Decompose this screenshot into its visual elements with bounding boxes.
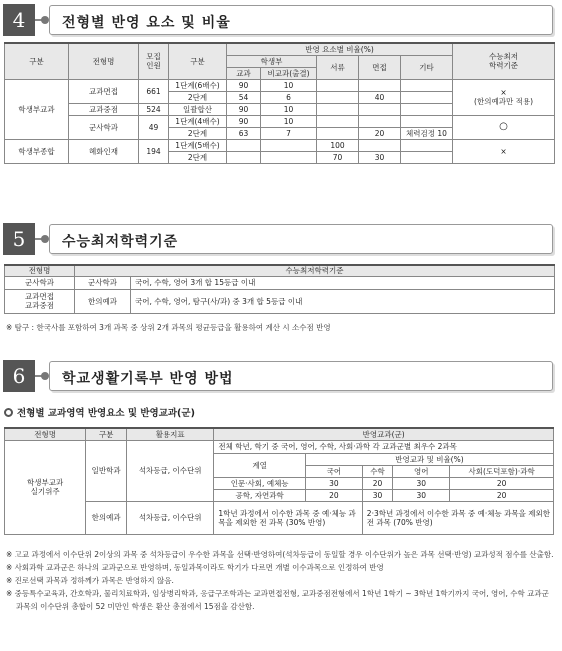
note-item: ※ 고교 과정에서 이수단위 2이상의 과목 중 석차등급이 우수한 과목을 선택·반영하여(석차등급이 동일할 경우 이수단위가 높은 과목 선택·반영) 교과성적 점수를 산출함. (6, 550, 554, 559)
ratio-header: 반영교과 및 비율(%) (305, 453, 553, 465)
header-haksengbu: 학생부 (227, 55, 317, 67)
suneung-table (4, 264, 555, 314)
value-cell: 6 (261, 91, 317, 103)
header-suneung: 수능최저 학력기준 (453, 43, 555, 79)
suneung-cell: ○ (453, 115, 555, 139)
header-seoryu: 서류 (317, 55, 359, 79)
value-cell: 90 (227, 115, 261, 127)
value-cell: 63 (227, 127, 261, 139)
section-number: 6 (3, 360, 35, 392)
value-cell: 20 (305, 489, 362, 501)
connector-dot (41, 16, 49, 24)
suneung-cell (453, 79, 555, 115)
first-year-cell: 1학년 과정에서 이수한 과목 중 예·체능 과목을 제외한 전 과목 (30% 반영) (214, 501, 362, 534)
section-title: 전형별 반영 요소 및 비율 (62, 15, 231, 31)
standard-cell: 국어, 수학, 영어, 탐구(사/과) 중 3개 합 5등급 이내 (131, 289, 555, 313)
name-cell: 교과면접 교과중점 (5, 289, 75, 313)
subject-header: 사회(도덕포함)·과학 (450, 465, 554, 477)
note-item: ※ 중등특수교육과, 간호학과, 물리치료학과, 임상병리학과, 응급구조학과는 교과면접전형, 교과중점전형에서 1학년 1학기 ~ 3학년 1학기까지 국어, 영어, 수학 교과군 과목의 이수단위 총합이 52 미만인 학생은 환산 총점에서 15점을 감산함. (6, 589, 549, 611)
header-mojip: 모집 인원 (139, 43, 169, 79)
header-gubun: 구분 (5, 43, 69, 79)
value-cell: 100 (317, 139, 359, 151)
value-cell: 30 (305, 477, 362, 489)
header-ratio: 반영 요소별 비율(%) (227, 43, 453, 55)
value-cell: 20 (450, 489, 554, 501)
value-cell: 10 (261, 79, 317, 91)
subject-header: 국어 (305, 465, 362, 477)
circle-bullet-icon (4, 408, 13, 417)
suneung-note: (한의예과만 적용) (474, 97, 533, 106)
gyeyeol-cell: 인문·사회, 예체능 (214, 477, 305, 489)
note-item: ※ 사회과학 교과군은 하나의 교과군으로 반영하며, 동일과목이라도 학기가 다르면 개별 이수과목으로 인정하여 반영 (6, 563, 384, 572)
index-cell: 석차등급, 이수단위 (126, 501, 213, 534)
suneung-note: ※ 탐구 : 한국사를 포함하여 3개 과목 중 상위 2개 과목의 평균등급을 활용하여 계산 시 소수점 반영 (6, 323, 331, 332)
count-cell: 194 (139, 139, 169, 163)
section-4-header (3, 4, 553, 36)
header-jeonhyeong: 전형명 (69, 43, 139, 79)
note-item: ※ 진로선택 과목과 정하께가 과목은 반영하지 않음. (6, 576, 174, 585)
value-cell: 20 (450, 477, 554, 489)
name-cell: 교과중점 (69, 103, 139, 115)
stage-cell: 1단계(5배수) (169, 139, 227, 151)
header-gita: 기타 (401, 55, 453, 79)
value-cell: 70 (317, 151, 359, 163)
subsection-title (4, 405, 195, 419)
section-5-header (3, 223, 553, 255)
description-cell: 전체 학년, 학기 중 국어, 영어, 수학, 사회·과학 각 교과군별 최우수 2과목 (214, 440, 554, 453)
value-cell: 20 (359, 127, 401, 139)
header-subjects: 반영교과(군) (214, 428, 554, 440)
header-jeonhyeong: 전형명 (5, 265, 75, 276)
section-number: 4 (3, 4, 35, 36)
value-cell: 30 (393, 489, 450, 501)
gyeyeol-cell: 공학, 자연과학 (214, 489, 305, 501)
name-cell: 군사학과 (69, 115, 139, 139)
value-cell: 30 (359, 151, 401, 163)
header-jeonhyeong: 전형명 (5, 428, 86, 440)
gubun-cell: 일반학과 (86, 440, 127, 501)
name-cell: 혜화인재 (69, 139, 139, 163)
section-title: 수능최저학력기준 (62, 234, 179, 250)
header-gubun: 구분 (86, 428, 127, 440)
header-standard: 수능최저학력기준 (75, 265, 555, 276)
upper-year-cell: 2·3학년 과정에서 이수한 과목 중 예·체능 과목을 제외한 전 과목 (70% 반영) (362, 501, 553, 534)
gubun-cell: 한의예과 (86, 501, 127, 534)
standard-cell: 국어, 수학, 영어 3개 합 15등급 이내 (131, 276, 555, 289)
section-title-box (49, 5, 553, 35)
selection-ratio-table (4, 42, 555, 164)
suneung-mark: × (500, 88, 507, 97)
dept-cell: 한의예과 (75, 289, 131, 313)
stage-cell: 2단계 (169, 151, 227, 163)
value-cell: 10 (261, 115, 317, 127)
subject-header: 수학 (362, 465, 392, 477)
value-cell: 30 (393, 477, 450, 489)
subsection-title-text: 전형별 교과영역 반영요소 및 반영교과(군) (17, 408, 195, 419)
count-cell: 661 (139, 79, 169, 103)
category-cell: 학생부종합 (5, 139, 69, 163)
connector-dot (41, 372, 49, 380)
section-title-box (49, 224, 553, 254)
stage-cell: 일괄합산 (169, 103, 227, 115)
section-6-header (3, 360, 553, 392)
header-index: 활용지표 (126, 428, 213, 440)
value-cell: 40 (359, 91, 401, 103)
header-gubun2: 구분 (169, 43, 227, 79)
count-cell: 49 (139, 115, 169, 139)
dept-cell: 군사학과 (75, 276, 131, 289)
section-title-box (49, 361, 553, 391)
connector-dot (41, 235, 49, 243)
value-cell: 54 (227, 91, 261, 103)
record-method-table (4, 427, 554, 535)
stage-cell: 2단계 (169, 127, 227, 139)
value-cell: 10 (261, 103, 317, 115)
stage-cell: 2단계 (169, 91, 227, 103)
value-cell: 30 (362, 489, 392, 501)
gyeyeol-header: 계열 (214, 453, 305, 477)
name-cell: 학생부교과 실기위주 (5, 440, 86, 534)
suneung-cell: × (453, 139, 555, 163)
value-cell: 90 (227, 103, 261, 115)
count-cell: 524 (139, 103, 169, 115)
stage-cell: 1단계(6배수) (169, 79, 227, 91)
name-cell: 교과면접 (69, 79, 139, 103)
value-cell: 7 (261, 127, 317, 139)
subject-header: 영어 (393, 465, 450, 477)
stage-cell: 1단계(4배수) (169, 115, 227, 127)
value-cell: 20 (362, 477, 392, 489)
section-title: 학교생활기록부 반영 방법 (62, 371, 234, 387)
value-cell: 체력검정 10 (401, 127, 453, 139)
notes-list (6, 548, 554, 613)
header-myeonjeop: 면접 (359, 55, 401, 79)
header-gyogwa: 교과 (227, 67, 261, 79)
header-bigyogwa: 비교과(출결) (261, 67, 317, 79)
name-cell: 군사학과 (5, 276, 75, 289)
index-cell: 석차등급, 이수단위 (126, 440, 213, 501)
section-number: 5 (3, 223, 35, 255)
value-cell: 90 (227, 79, 261, 91)
category-cell: 학생부교과 (5, 79, 69, 139)
